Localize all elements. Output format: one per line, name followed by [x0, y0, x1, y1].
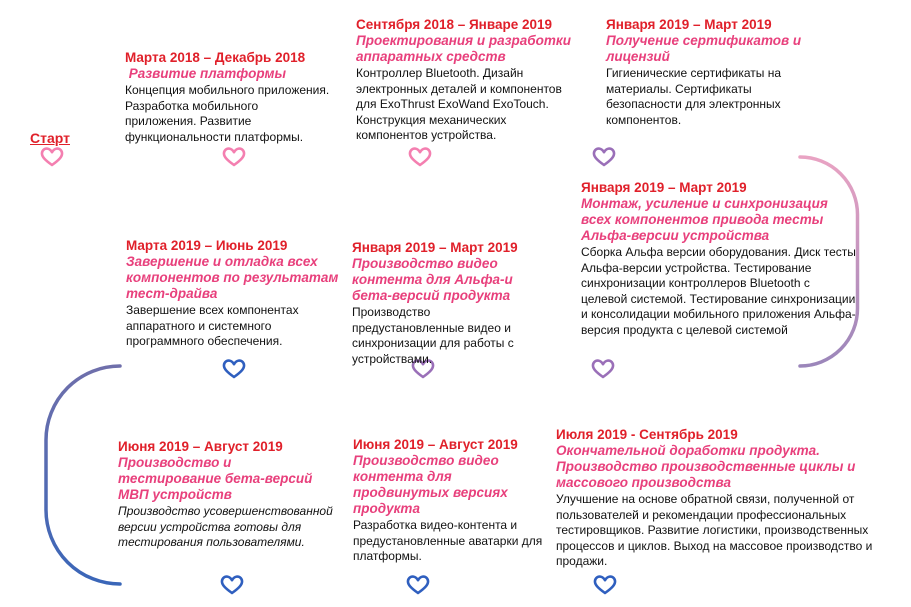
milestone-description: Производство предустановленные видео и синхронизации для работы с устройствами. — [352, 305, 514, 366]
milestone-description: Сборка Альфа версии оборудования. Диск тесты Альфа-версии устройства. Тестирование синхронизации контроллеров Bluetooth с целевой системой. Тестирование синхронизации и консолидации мобильного приложения Альфа-версия продукта с целевой системой — [581, 245, 856, 337]
start-label: Старт — [30, 130, 70, 146]
milestone-date: Июля 2019 - Сентябрь 2019 — [556, 427, 738, 442]
milestone-description: Улучшение на основе обратной связи, полученной от пользователей и рекомендации профессиональных тестировщиков. Развитие логистики, производственных процессов и циклов. Выход на массовое производство и продажи. — [556, 492, 873, 568]
milestone-title: Производство и тестирование бета-версий МВП устройств — [118, 455, 313, 502]
milestone-date: Января 2019 – Март 2019 — [581, 180, 747, 195]
milestone-title: Развитие платформы — [125, 66, 286, 81]
milestone-date: Января 2019 – Март 2019 — [606, 17, 772, 32]
milestone-title: Монтаж, усиление и синхронизация всех компонентов привода тесты Альфа-версии устройства — [581, 196, 828, 243]
milestone-title: Производство видео контента для продвинутых версиях продукта — [353, 453, 508, 516]
heart-icon — [408, 147, 432, 167]
milestone-date: Марта 2019 – Июнь 2019 — [126, 238, 288, 253]
milestone-7 — [118, 439, 336, 551]
heart-icon — [222, 359, 246, 379]
milestone-title: Проектирования и разработки аппаратных средств — [356, 33, 571, 64]
milestone-date: Января 2019 – Март 2019 — [352, 240, 518, 255]
milestone-2 — [356, 17, 578, 144]
milestone-6 — [126, 238, 342, 350]
milestone-title: Производство видео контента для Альфа-и бета-версий продукта — [352, 256, 513, 303]
milestone-date: Июня 2019 – Август 2019 — [118, 439, 283, 454]
milestone-description: Разработка видео-контента и предустановленные аватарки для платформы. — [353, 518, 543, 563]
milestone-title: Завершение и отладка всех компонентов по результатам тест-драйва — [126, 254, 339, 301]
milestone-8 — [353, 437, 543, 565]
milestone-date: Июня 2019 – Август 2019 — [353, 437, 518, 452]
heart-icon — [222, 147, 246, 167]
milestone-4 — [581, 180, 856, 338]
milestone-1 — [125, 50, 330, 145]
milestone-title: Получение сертификатов и лицензий — [606, 33, 802, 64]
milestone-title: Окончательной доработки продукта. Производство производственные циклы и массового производства — [556, 443, 856, 490]
milestone-5 — [352, 240, 544, 367]
milestone-description: Завершение всех компонентах аппаратного и системного программного обеспечения. — [126, 303, 299, 348]
start-heart-icon — [40, 147, 64, 167]
heart-icon — [220, 575, 244, 595]
milestone-9 — [556, 427, 874, 570]
milestone-description: Концепция мобильного приложения. Разработка мобильного приложения. Развитие функциональности платформы. — [125, 83, 330, 144]
milestone-description: Производство усовершенствованной версии устройства готовы для тестирования пользователями. — [118, 504, 333, 549]
milestone-description: Контроллер Bluetooth. Дизайн электронных деталей и компонентов для ExoThrust ExoWand ExoTouch. Конструкция механических компонентов устройства. — [356, 66, 562, 142]
heart-icon — [591, 359, 615, 379]
heart-icon — [592, 147, 616, 167]
milestone-description: Гигиенические сертификаты на материалы. Сертификаты безопасности для электронных компонентов. — [606, 66, 782, 127]
heart-icon — [406, 575, 430, 595]
milestone-3 — [606, 17, 806, 128]
heart-icon — [593, 575, 617, 595]
milestone-date: Марта 2018 – Декабрь 2018 — [125, 50, 306, 65]
milestone-date: Сентября 2018 – Январе 2019 — [356, 17, 553, 32]
